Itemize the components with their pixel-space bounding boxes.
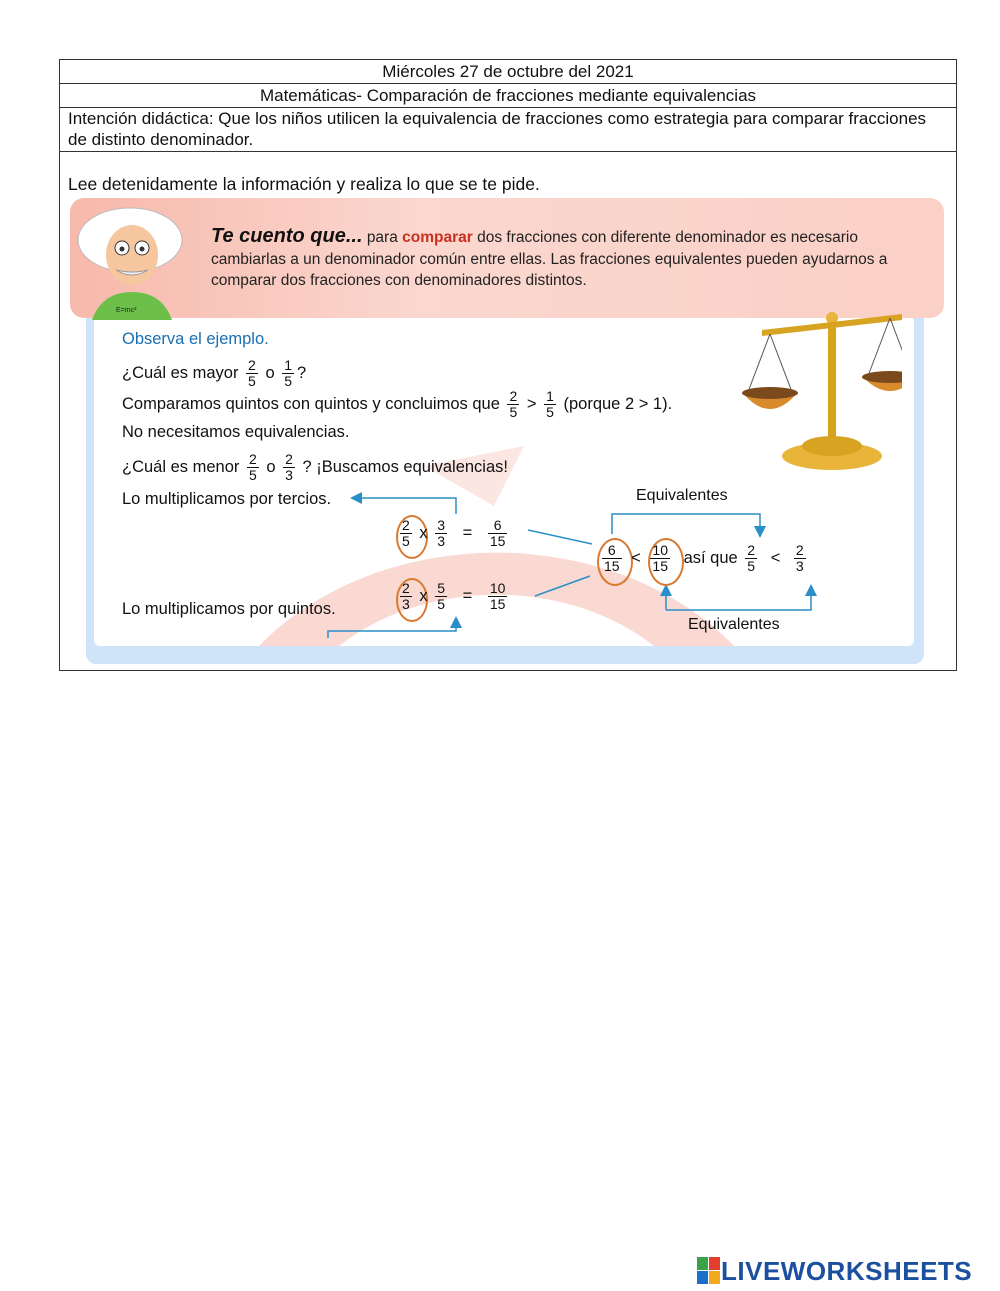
greater-sign: > — [526, 394, 537, 413]
liveworksheets-logo-icon — [697, 1257, 721, 1285]
banner-text — [211, 226, 923, 292]
subject-row — [60, 84, 956, 108]
numerator: 2 — [285, 451, 293, 467]
fraction-two-thirds — [794, 543, 806, 574]
times-sign: x — [419, 586, 428, 605]
intention-row — [60, 108, 956, 152]
numerator: 1 — [546, 388, 554, 404]
numerator: 2 — [248, 451, 257, 467]
no-equiv-line: No necesitamos equivalencias. — [122, 423, 350, 441]
fraction-two-fifths — [247, 452, 259, 483]
banner-rest: dos fracciones con diferente denominador es necesario cambiarlas a un denominador común entre ellas. Las fracciones equivalentes pueden ayudarnos a comparar dos fracciones con denominadores distintos. — [211, 229, 888, 289]
intention: Intención didáctica: Que los niños utilicen la equivalencia de fracciones como estrategia para comparar fracciones de distinto denominador. — [68, 109, 927, 149]
mult-thirds-label: Lo multiplicamos por tercios. — [122, 490, 332, 508]
denominator: 15 — [489, 596, 506, 612]
fraction-two-thirds — [283, 452, 295, 483]
denominator: 5 — [248, 467, 257, 483]
numerator: 2 — [402, 517, 410, 533]
mult-fifths-label: Lo multiplicamos por quintos. — [122, 600, 336, 618]
instruction: Lee detenidamente la información y realiza lo que se te pide. — [68, 174, 540, 194]
upper-equation — [397, 518, 510, 549]
times-sign: x — [419, 523, 428, 542]
equals-sign: = — [462, 586, 473, 605]
denominator: 3 — [795, 558, 804, 574]
lower-equation — [397, 581, 510, 612]
denominator: 15 — [652, 558, 668, 574]
compare-line — [122, 389, 672, 420]
fraction-two-fifths — [507, 389, 519, 420]
denominator: 5 — [437, 596, 446, 612]
question-smaller — [122, 452, 508, 483]
mascot-shirt-text: E=mc² — [116, 307, 137, 314]
fraction-ten-fifteenths — [650, 543, 670, 574]
fraction-six-fifteenths — [488, 518, 508, 549]
numerator: 3 — [437, 517, 446, 533]
banner — [70, 198, 944, 318]
q2-text: ¿Cuál es menor — [122, 457, 240, 476]
example-title: Observa el ejemplo. — [122, 330, 269, 348]
fraction-five-fifths — [435, 581, 447, 612]
fraction-ten-fifteenths — [488, 581, 508, 612]
fraction-two-fifths — [400, 518, 412, 549]
less-than-sign: < — [631, 548, 641, 567]
numerator: 10 — [652, 542, 668, 558]
q1-or: o — [265, 363, 275, 382]
line2-end: (porque 2 > 1). — [563, 394, 673, 413]
denominator: 15 — [489, 533, 506, 549]
denominator: 3 — [285, 467, 293, 483]
watermark-text: LIVEWORKSHEETS — [721, 1255, 973, 1286]
banner-lead: Te cuento que... — [211, 225, 363, 247]
date-row — [60, 60, 956, 84]
denominator: 3 — [402, 596, 410, 612]
numerator: 2 — [402, 580, 410, 596]
numerator: 1 — [284, 357, 293, 373]
numerator: 2 — [795, 542, 804, 558]
scientist-mascot-icon — [72, 200, 192, 320]
question-greater — [122, 358, 306, 389]
denominator: 5 — [546, 404, 554, 420]
fraction-one-fifth — [282, 358, 294, 389]
subject: Matemáticas- Comparación de fracciones mediante equivalencias — [259, 86, 757, 105]
equivalentes-top: Equivalentes — [636, 487, 728, 504]
line2-text: Comparamos quintos con quintos y concluimos que — [122, 394, 500, 413]
q1-text: ¿Cuál es mayor — [122, 363, 239, 382]
lesson-card — [70, 198, 944, 668]
numerator: 2 — [747, 542, 756, 558]
numerator: 5 — [437, 580, 446, 596]
numerator: 6 — [488, 518, 508, 534]
banner-highlight: comparar — [402, 229, 473, 246]
denominator: 15 — [604, 558, 620, 574]
q1-end: ? — [297, 363, 307, 382]
equivalentes-bottom: Equivalentes — [688, 616, 780, 633]
asi-que: así que — [683, 548, 738, 567]
numerator: 6 — [602, 543, 622, 559]
fraction-one-fifth — [544, 389, 556, 420]
fraction-two-fifths — [745, 543, 757, 574]
denominator: 5 — [248, 373, 256, 389]
q2-end: ? ¡Buscamos equivalencias! — [302, 457, 508, 476]
banner-pre: para — [366, 229, 398, 246]
numerator: 2 — [248, 357, 256, 373]
q2-or: o — [266, 457, 276, 476]
comparison-line — [599, 543, 809, 574]
fraction-two-thirds — [400, 581, 412, 612]
denominator: 5 — [509, 404, 518, 420]
numerator: 2 — [509, 388, 518, 404]
fraction-six-fifteenths — [602, 543, 622, 574]
denominator: 3 — [437, 533, 446, 549]
denominator: 5 — [284, 373, 293, 389]
balance-scale-icon — [742, 306, 902, 476]
fraction-two-fifths — [246, 358, 258, 389]
denominator: 5 — [402, 533, 410, 549]
less-than-sign: < — [770, 548, 781, 567]
fraction-three-thirds — [435, 518, 447, 549]
date: Miércoles 27 de octubre del 2021 — [382, 62, 634, 81]
numerator: 10 — [489, 580, 506, 596]
equals-sign: = — [462, 523, 473, 542]
denominator: 5 — [747, 558, 756, 574]
liveworksheets-watermark — [697, 1256, 972, 1286]
